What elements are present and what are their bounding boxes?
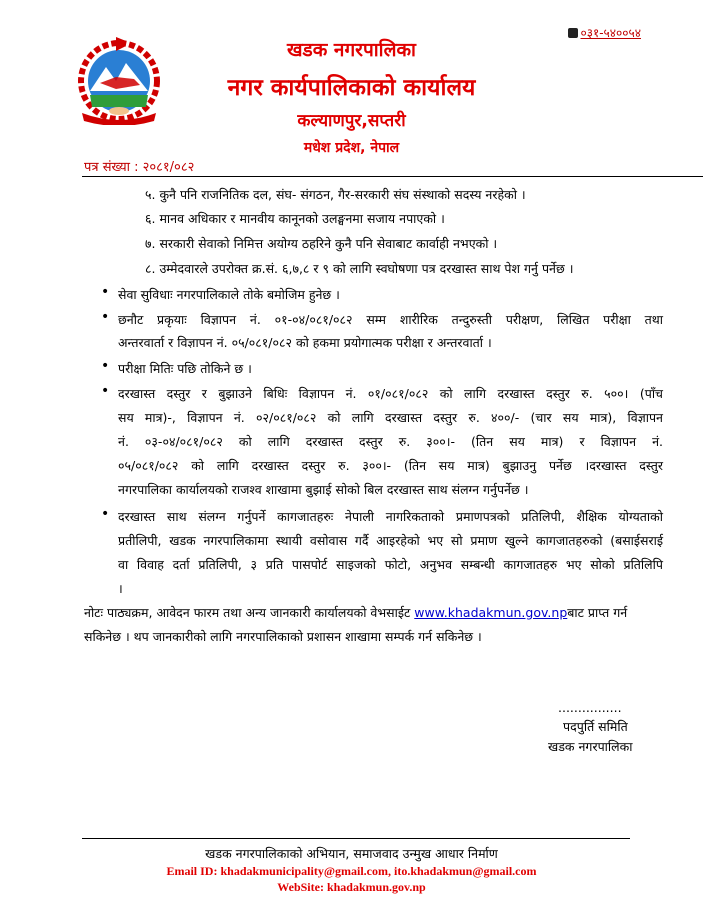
bullet-icon: • <box>101 383 110 399</box>
signature-office: खडक नगरपालिका <box>548 739 633 754</box>
list-item: ०५/०८१/०८२ को लागि दरखास्त दस्तुर रु. ३००।- (तिन सय मात्र) बुझाउनु पर्नेछ ।दरखास्त दस्तुर <box>118 458 663 473</box>
list-item: सेवा सुविधाः नगरपालिकाले तोके बमोजिम हुनेछ । <box>118 287 340 302</box>
office-title: नगर कार्यपालिकाको कार्यालय <box>227 75 476 101</box>
list-item: वा विवाह दर्ता प्रतिलिपी, ३ प्रति पासपोर्ट साइजको फोटो, अनुभव सम्बन्धी कागजातहरु भए सोको प्रतिलिपि <box>118 557 663 572</box>
office-location: कल्याणपुर,सप्तरी <box>297 111 406 131</box>
footer-email: Email ID: khadakmunicipality@gmail.com, ito.khadakmun@gmail.com <box>166 864 537 878</box>
list-item: ५. कुनै पनि राजनितिक दल, संघ- संगठन, गैर-सरकारी संघ संस्थाको सदस्य नरहेको । <box>145 187 526 202</box>
office-name: खडक नगरपालिका <box>287 39 416 61</box>
bullet-icon: • <box>101 309 110 325</box>
note-line: नोटः पाठ्यक्रम, आवेदन फारम तथा अन्य जानकारी कार्यालयको वेभसाईट www.khadakmun.gov.npबाट प्राप्त गर्न <box>84 605 628 620</box>
signature-dots: ................ <box>558 700 622 715</box>
footer-website: WebSite: khadakmun.gov.np <box>277 880 426 894</box>
list-item: नगरपालिका कार्यालयको राजश्व शाखामा बुझाई सोको बिल दरखास्त साथ संलग्न गर्नुपर्नेछ । <box>118 482 529 497</box>
header-divider <box>82 176 703 177</box>
office-province: मधेश प्रदेश, नेपाल <box>303 140 400 156</box>
note-line: सकिनेछ । थप जानकारीको लागि नगरपालिकाको प्रशासन शाखामा सम्पर्क गर्न सकिनेछ । <box>84 629 482 644</box>
bullet-icon: • <box>101 506 110 522</box>
list-item: सय मात्र)-, विज्ञापन नं. ०२/०८१/०८२ को लागि दरखास्त दस्तुर रु. ४००/- (चार सय मात्र), विज्ञापन <box>118 410 663 425</box>
list-item: प्रतीलिपी, खडक नगरपालिकामा स्थायी वसोवास गर्दै आइरहेको भए सो प्रमाण खुल्ने कागजातहरुको (बसाईसराई <box>118 533 663 548</box>
list-item: दरखास्त दस्तुर र बुझाउने बिधिः विज्ञापन नं. ०१/०८१/०८२ को लागि दरखास्त दस्तुर रु. ५००। (पाँच <box>118 386 663 401</box>
list-item: अन्तरवार्ता र विज्ञापन नं. ०५/०८१/०८२ को हकमा प्रयोगात्मक परीक्षा र अन्तरवार्ता । <box>118 335 492 350</box>
footer-divider <box>82 838 630 839</box>
phone-number: ०३१-५४००५४ <box>568 24 642 41</box>
list-item: दरखास्त साथ संलग्न गर्नुपर्ने कागजातहरुः नेपाली नागरिकताको प्रमाणपत्रको प्रतिलिपी, शैक्षिक योग्यताको <box>118 509 663 524</box>
website-link[interactable]: www.khadakmun.gov.np <box>414 605 568 620</box>
bullet-icon: • <box>101 284 110 300</box>
list-item: नं. ०३-०४/०८१/०८२ को लागि दरखास्त दस्तुर रु. ३००।- (तिन सय मात्र) र विज्ञापन नं. <box>118 434 663 449</box>
bullet-icon: • <box>101 358 110 374</box>
list-item: छनौट प्रकृयाः विज्ञापन नं. ०१-०४/०८१/०८२ सम्म शारीरिक तन्दुरुस्ती परीक्षण, लिखित परीक्षा तथा <box>118 312 663 327</box>
list-item: परीक्षा मितिः पछि तोकिने छ । <box>118 361 252 376</box>
footer-slogan: खडक नगरपालिकाको अभियान, समाजवाद उन्मुख आधार निर्माण <box>205 846 498 861</box>
reference-number: पत्र संख्या : २०८१/०८२ <box>84 160 195 175</box>
list-item: । <box>118 581 123 596</box>
signature-committee: पदपुर्ति समिति <box>563 719 628 734</box>
list-item: ८. उम्मेदवारले उपरोक्त क्र.सं. ६,७,८ र ९ को लागि स्वघोषणा पत्र दरखास्त साथ पेश गर्नु पर्नेछ । <box>145 261 574 276</box>
list-item: ६. मानव अधिकार र मानवीय कानूनको उलङ्घनमा सजाय नपाएको । <box>145 211 445 226</box>
list-item: ७. सरकारी सेवाको निमित्त अयोग्य ठहरिने कुनै पनि सेवाबाट कार्वाही नभएको । <box>145 236 498 251</box>
